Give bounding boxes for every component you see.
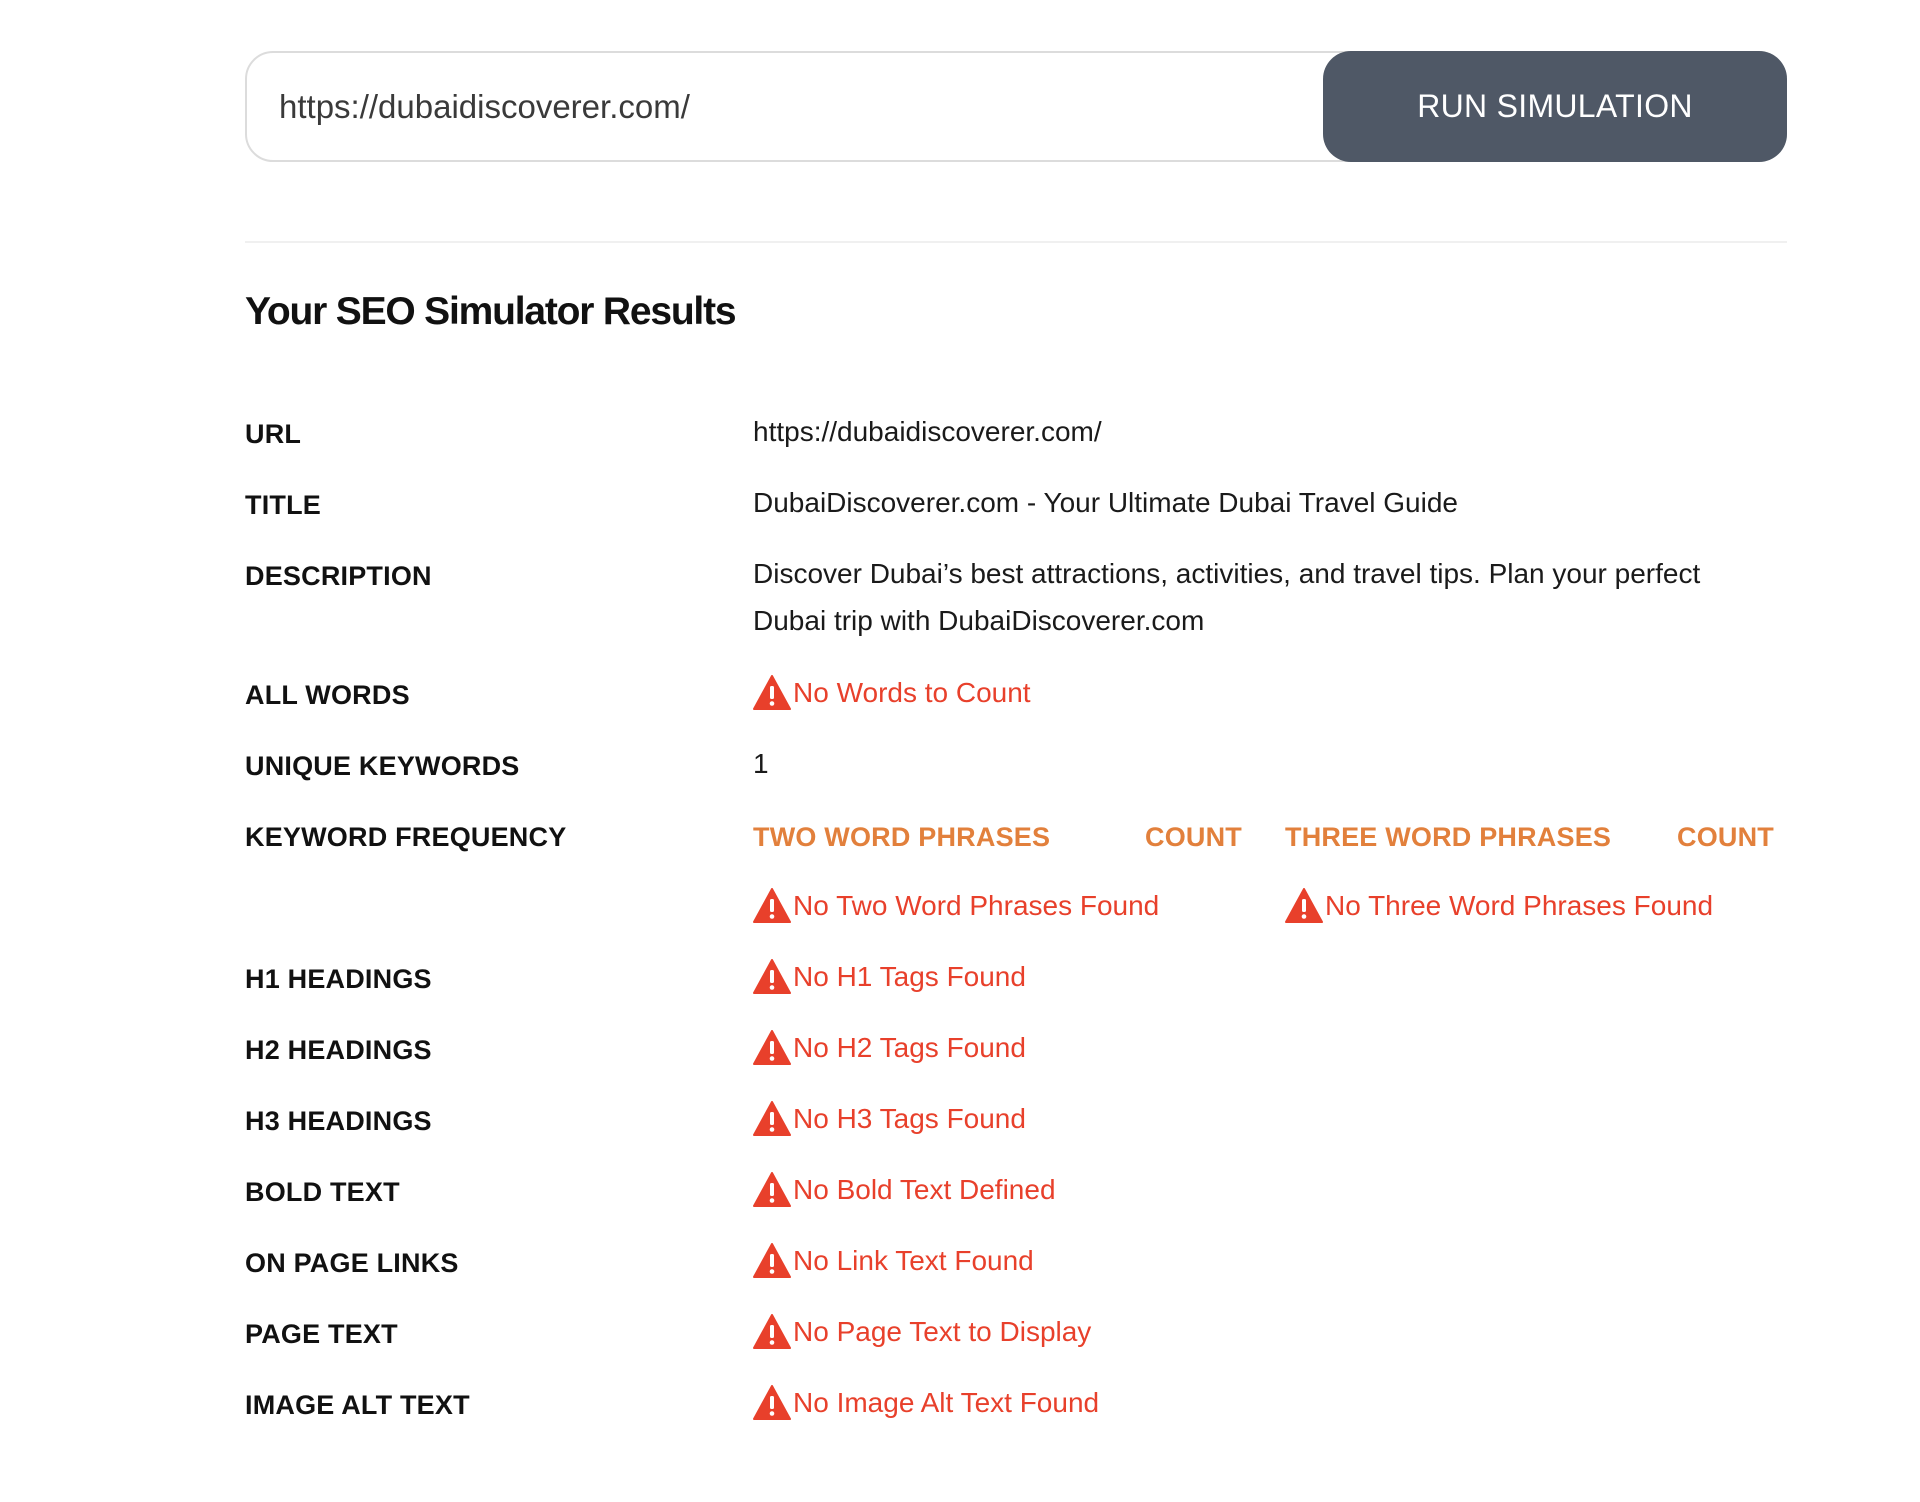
h3-warning (753, 1095, 1026, 1142)
page-text-value: No Page Text to Display (793, 1316, 1092, 1347)
url-search-bar (245, 51, 1787, 162)
all-words-value: No Words to Count (793, 677, 1031, 708)
unique-keywords-value: 1 (753, 748, 769, 779)
all-words-warning (753, 669, 1031, 716)
on-page-links-label: ON PAGE LINKS (245, 1248, 459, 1278)
results-title: Your SEO Simulator Results (245, 290, 736, 333)
bold-text-value: No Bold Text Defined (793, 1174, 1056, 1205)
title-label: TITLE (245, 490, 321, 520)
unique-keywords-label: UNIQUE KEYWORDS (245, 751, 520, 781)
warning-triangle-icon (753, 1243, 791, 1278)
title-value: DubaiDiscoverer.com - Your Ultimate Dubai Travel Guide (753, 487, 1458, 518)
h3-headings-label: H3 HEADINGS (245, 1106, 432, 1136)
bold-text-label: BOLD TEXT (245, 1177, 400, 1207)
warning-triangle-icon (753, 1101, 791, 1136)
bold-text-warning (753, 1166, 1056, 1213)
warning-triangle-icon (753, 959, 791, 994)
three-word-phrases-value: No Three Word Phrases Found (1325, 890, 1714, 921)
image-alt-text-warning (753, 1379, 1099, 1426)
h3-value: No H3 Tags Found (793, 1103, 1026, 1134)
h2-value: No H2 Tags Found (793, 1032, 1026, 1063)
description-line-1: Discover Dubai’s best attractions, activities, and travel tips. Plan your perfect (753, 558, 1701, 589)
url-input[interactable] (247, 53, 1327, 160)
warning-triangle-icon (753, 1030, 791, 1065)
two-word-phrases-header: TWO WORD PHRASES (753, 822, 1051, 852)
run-simulation-button[interactable]: RUN SIMULATION (1323, 51, 1787, 162)
warning-triangle-icon (753, 1385, 791, 1420)
h1-value: No H1 Tags Found (793, 961, 1026, 992)
page-text-label: PAGE TEXT (245, 1319, 398, 1349)
url-value: https://dubaidiscoverer.com/ (753, 416, 1102, 447)
on-page-links-value: No Link Text Found (793, 1245, 1034, 1276)
description-label: DESCRIPTION (245, 561, 432, 591)
warning-triangle-icon (753, 1314, 791, 1349)
warning-triangle-icon (753, 675, 791, 710)
page-text-warning (753, 1308, 1091, 1355)
h1-warning (753, 953, 1026, 1000)
h1-headings-label: H1 HEADINGS (245, 964, 432, 994)
on-page-links-warning (753, 1237, 1034, 1284)
h2-warning (753, 1024, 1026, 1071)
divider (245, 241, 1787, 243)
keyword-frequency-label: KEYWORD FREQUENCY (245, 822, 567, 852)
three-word-count-header: COUNT (1677, 822, 1774, 852)
image-alt-text-value: No Image Alt Text Found (793, 1387, 1100, 1418)
all-words-label: ALL WORDS (245, 680, 410, 710)
url-label: URL (245, 419, 302, 449)
warning-triangle-icon (753, 1172, 791, 1207)
h2-headings-label: H2 HEADINGS (245, 1035, 432, 1065)
three-word-phrases-warning (1285, 882, 1713, 929)
warning-triangle-icon (753, 888, 791, 923)
image-alt-text-label: IMAGE ALT TEXT (245, 1390, 470, 1420)
two-word-count-header: COUNT (1145, 822, 1242, 852)
two-word-phrases-warning (753, 882, 1159, 929)
description-line-2: Dubai trip with DubaiDiscoverer.com (753, 605, 1205, 636)
description-value (753, 550, 1700, 644)
three-word-phrases-header: THREE WORD PHRASES (1285, 822, 1612, 852)
warning-triangle-icon (1285, 888, 1323, 923)
two-word-phrases-value: No Two Word Phrases Found (793, 890, 1160, 921)
